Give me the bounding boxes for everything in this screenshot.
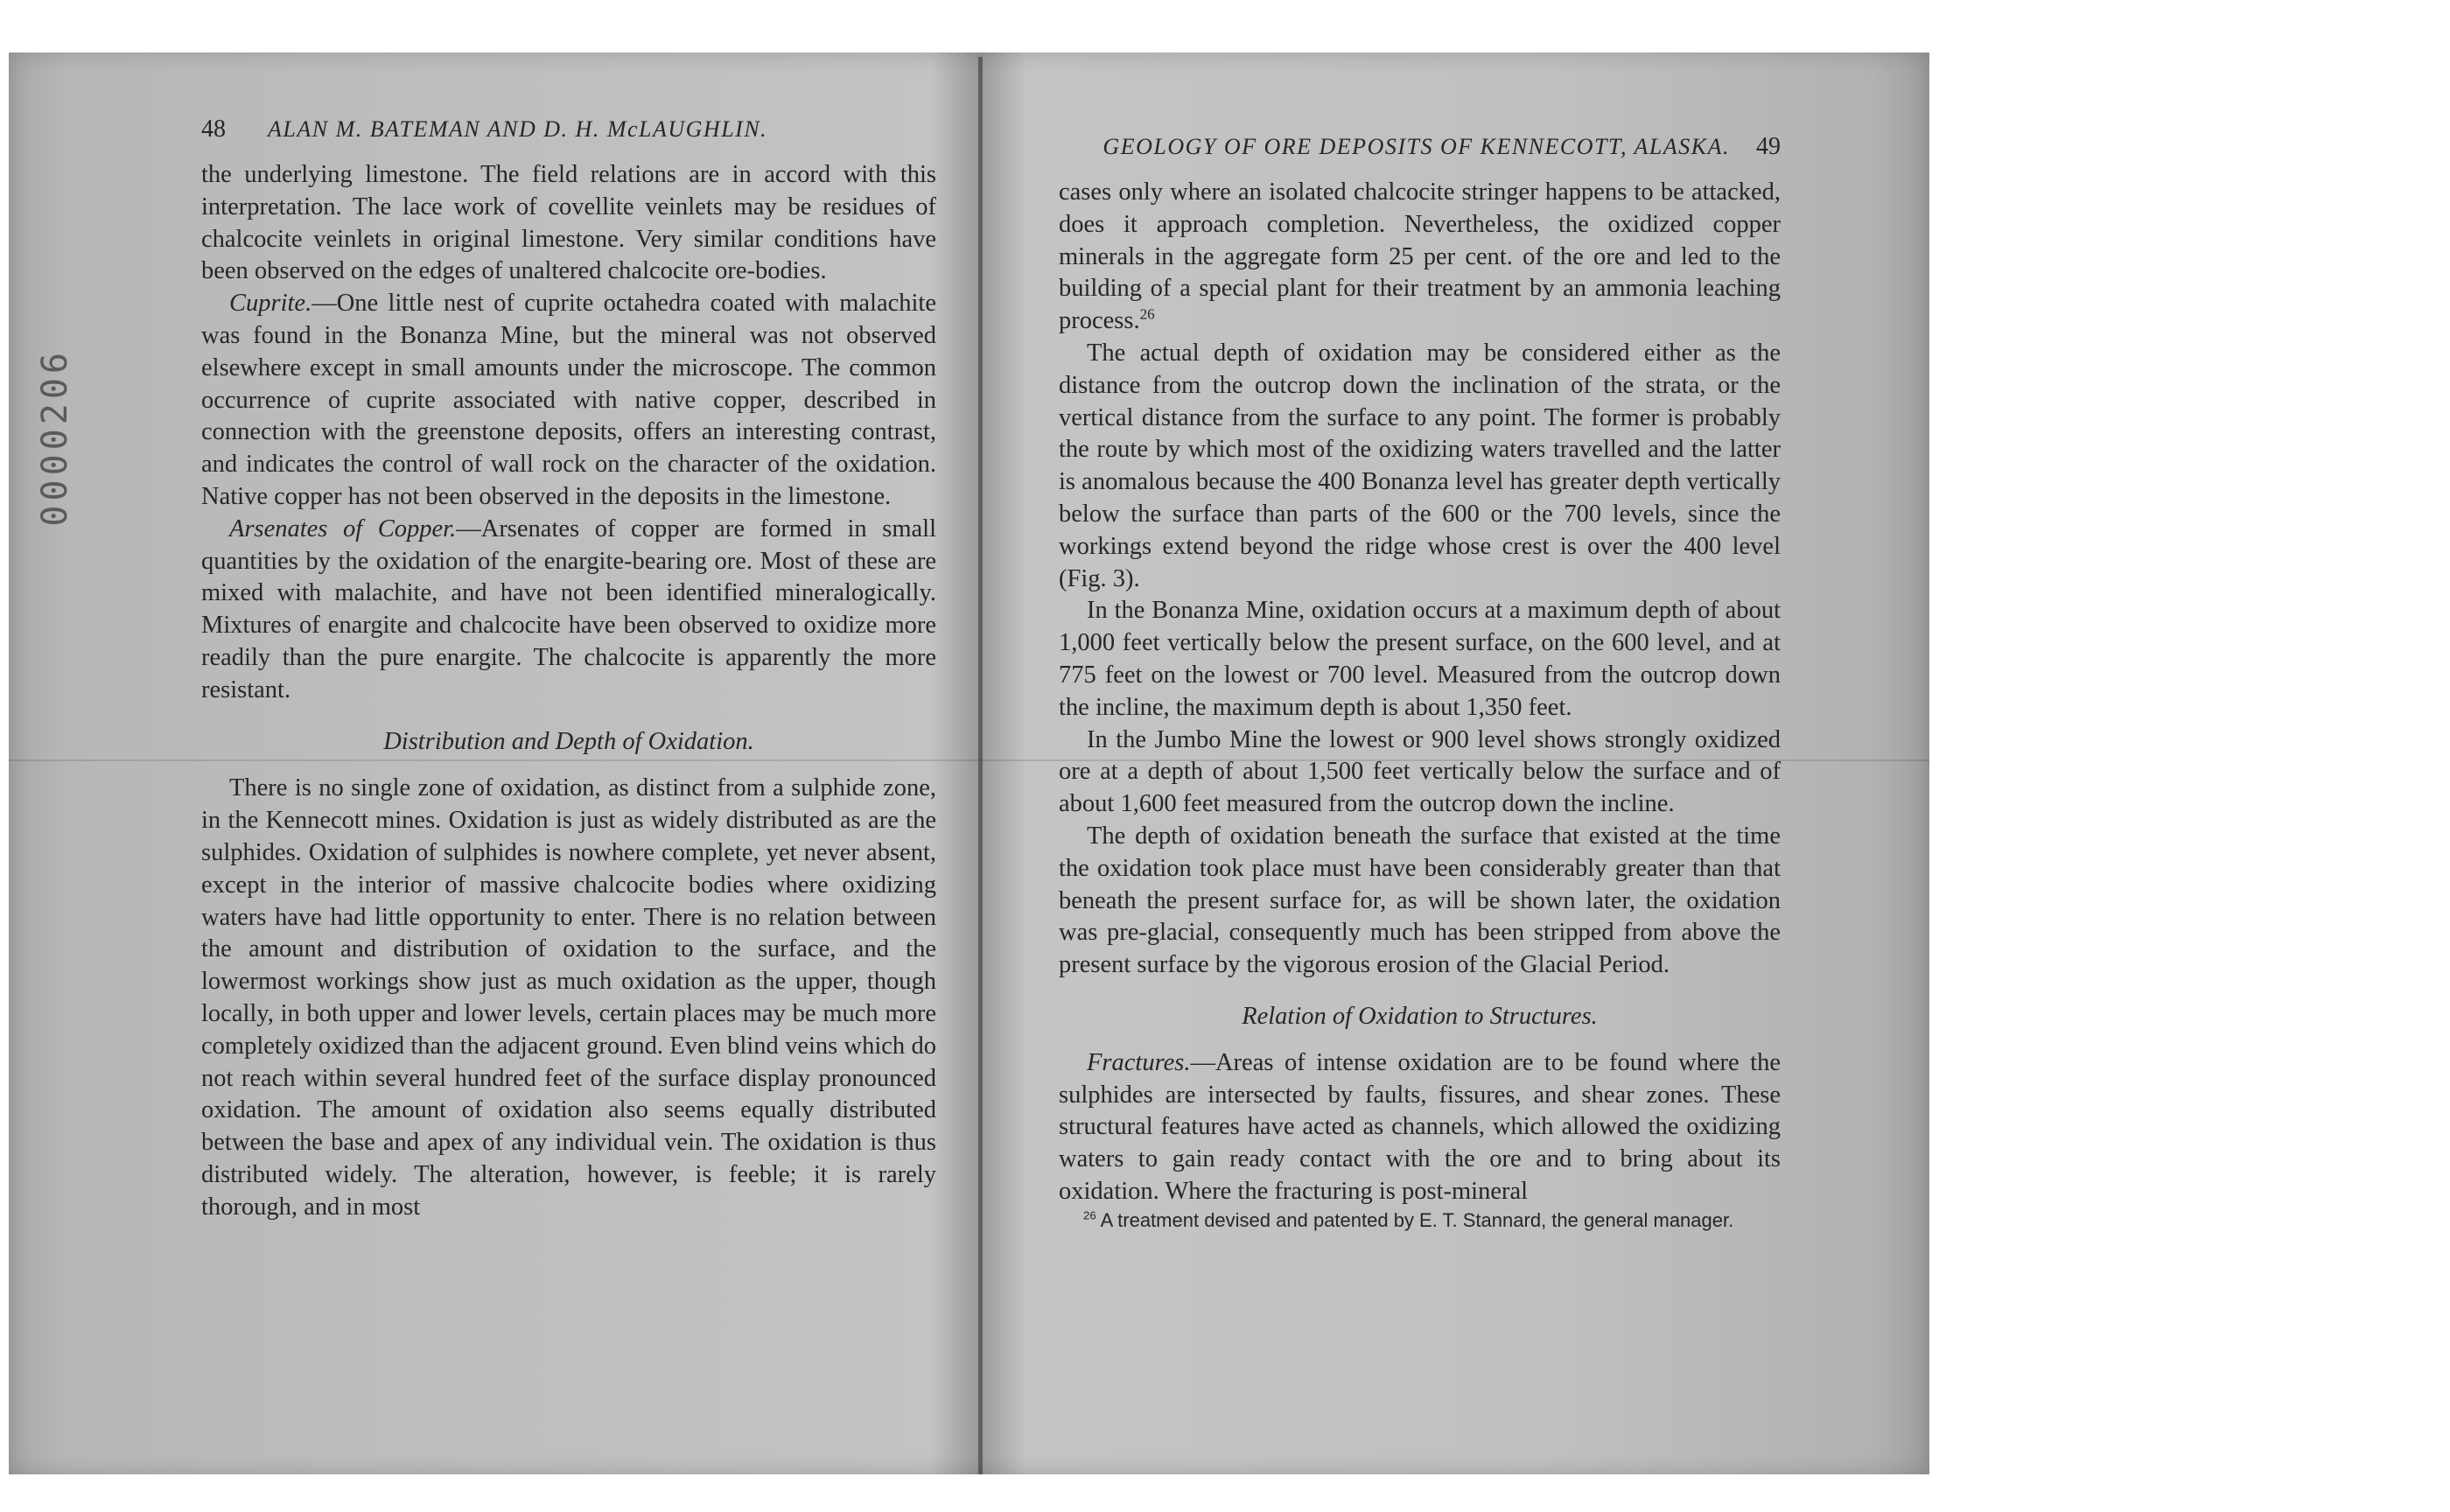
footnote-number: 26 bbox=[1083, 1208, 1096, 1222]
cuprite-text: —One little nest of cuprite octahedra coated with malachite was found in the Bonanza Mine, but the mineral was not observed elsewhere except in small amounts under the microscope. The common occurrence of cuprite associated with native copper, described in connection with the greenstone deposits, offers an interesting contrast, and indicates the control of wall rock on the character of the oxidation. Native copper has not been observed in the deposits in the limestone. bbox=[201, 290, 936, 510]
glacial-paragraph: The depth of oxidation beneath the surface that existed at the time the oxidation took place must have been considerably greater than that beneath the present surface for, as will be shown later, the oxidation was pre-glacial, consequently much has been stripped from above the present surface by the vigorous erosion of the Glacial Period. bbox=[1059, 822, 1781, 979]
footnote bbox=[1059, 1208, 1781, 1233]
page-number: 49 bbox=[1756, 133, 1781, 160]
book-gutter bbox=[978, 57, 983, 1474]
continued-paragraph bbox=[1059, 177, 1781, 338]
left-running-header bbox=[201, 114, 936, 159]
cuprite-paragraph bbox=[201, 288, 936, 514]
section-heading: Relation of Oxidation to Structures. bbox=[1242, 1002, 1598, 1030]
continued-text: cases only where an isolated chalcocite stringer happens to be attacked, does it approach completion. Nevertheless, the oxidized copper minerals in the aggregate form 25 per cent. of the ore and led to the building of a special plant for their treatment by an ammonia leaching process. bbox=[1059, 178, 1781, 335]
arsenates-lead: Arsenates of Copper. bbox=[229, 514, 457, 542]
footnote-text: A treatment devised and patented by E. T. Stannard, the general manager. bbox=[1100, 1208, 1734, 1231]
arsenates-text: —Arsenates of copper are formed in small quantities by the oxidation of the enargite-bearing ore. Most of these are mixed with malachite, and have not been identified mineralogically. Mixtures of enargite and chalcocite have been observed to oxidize more readily than the pure enargite. The chalcocite is apparently the more resistant. bbox=[201, 514, 936, 704]
depth-paragraph: The actual depth of oxidation may be considered either as the distance from the outcrop down the inclination of the strata, or the vertical distance from the surface to any point. The former is probably the route by which most of the oxidizing waters travelled and the latter is anomalous because the 400 Bonanza level has greater depth vertically below the surface than parts of the 600 or the 700 levels, since the workings extend beyond the ridge whose crest is over the 400 level (Fig. 3). bbox=[1059, 339, 1781, 592]
page-number: 48 bbox=[201, 116, 226, 143]
distribution-paragraph: There is no single zone of oxidation, as distinct from a sulphide zone, in the Kennecott mines. Oxidation is just as widely distributed as are the sulphides. Oxidation of sulphides is nowhere complete, yet never absent, except in the interior of massive chalcocite bodies where oxidizing waters have had little opportunity to enter. There is no relation between the amount and distribution of oxidation to the surface, and the lowermost workings show just as much oxidation as the upper, though locally, in both upper and lower levels, certain places may be much more completely oxidized than the adjacent ground. Even blind veins which do not reach within several hundred feet of the surface display pronounced oxidation. The amount of oxidation also seems equally distributed between the base and apex of any individual vein. The oxidation is thus distributed widely. The alteration, however, is feeble; it is rarely thorough, and in most bbox=[201, 774, 936, 1221]
bonanza-paragraph: In the Bonanza Mine, oxidation occurs at a maximum depth of about 1,000 feet vertically below the present surface, on the 600 level, and at 775 feet on the lowest or 700 level. Measured from the outcrop down the incline, the maximum depth is about 1,350 feet. bbox=[1059, 597, 1781, 721]
fractures-text: —Areas of intense oxidation are to be found where the sulphides are intersected by faults, fissures, and shear zones. These structural features have acted as channels, which allowed the oxidizing waters to gain ready contact with the ore and to bring about its oxidation. Where the fracturing is post-mineral bbox=[1059, 1048, 1781, 1205]
right-running-header bbox=[1059, 131, 1781, 177]
running-head: GEOLOGY OF ORE DEPOSITS OF KENNECOTT, ALASKA. bbox=[1102, 134, 1730, 159]
section-heading: Distribution and Depth of Oxidation. bbox=[383, 727, 754, 755]
arsenates-paragraph bbox=[201, 514, 936, 707]
running-head: ALAN M. BATEMAN AND D. H. McLAUGHLIN. bbox=[268, 116, 768, 142]
footnote-reference: 26 bbox=[1139, 305, 1155, 323]
fractures-lead: Fractures. bbox=[1087, 1048, 1191, 1076]
right-page bbox=[1059, 131, 1781, 1233]
jumbo-paragraph: In the Jumbo Mine the lowest or 900 level shows strongly oxidized ore at a depth of about 1,500 feet vertically below the surface and of about 1,600 feet measured from the outcrop down the incline. bbox=[1059, 725, 1781, 818]
left-page bbox=[201, 114, 936, 1224]
cuprite-lead: Cuprite. bbox=[229, 290, 312, 318]
continued-paragraph: the underlying limestone. The field relations are in accord with this interpretation. The lace work of covellite veinlets may be residues of chalcocite veinlets in original limestone. Very similar conditions have been observed on the edges of unaltered chalcocite ore-bodies. bbox=[201, 161, 936, 285]
serial-stamp: 0000206 bbox=[35, 348, 75, 527]
fractures-paragraph bbox=[1059, 1047, 1781, 1208]
